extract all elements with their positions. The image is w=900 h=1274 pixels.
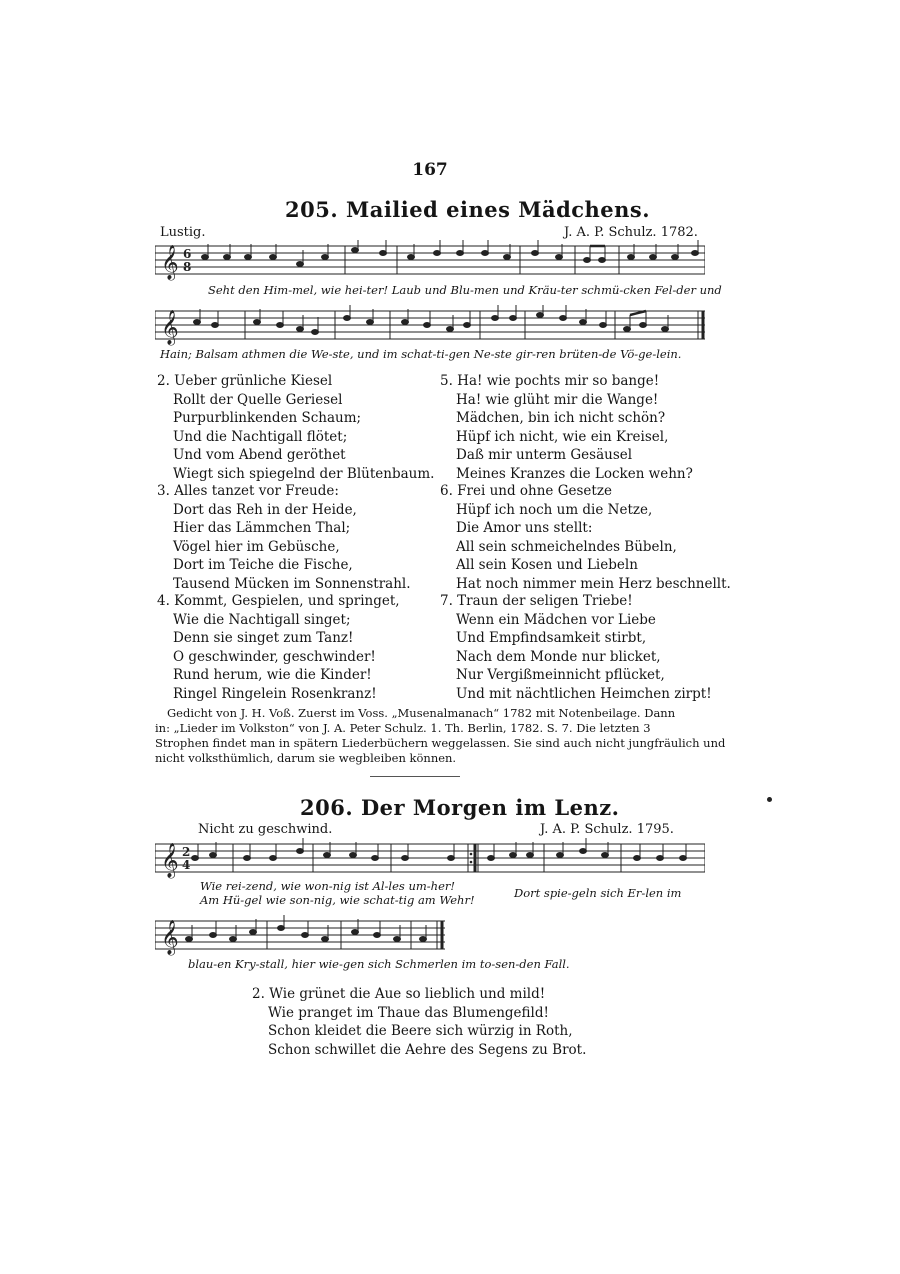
song-title: Der Morgen im Lenz.	[360, 795, 620, 820]
verse-line: Und die Nachtigall flötet;	[173, 428, 348, 445]
lyrics-line: Seht den Him-mel, wie hei-ter! Laub und Blu-men und Kräu-ter schmü-cken Fel-der und	[208, 283, 722, 297]
song-206-heading	[300, 795, 620, 820]
svg-text:𝄞: 𝄞	[161, 843, 179, 878]
verse-line: Meines Kranzes die Locken wehn?	[456, 465, 693, 482]
tempo-marking: Nicht zu geschwind.	[198, 822, 333, 837]
verse-line: 2. Wie grünet die Aue so lieblich und mild!	[252, 986, 546, 1002]
verse-line: Dort im Teiche die Fische,	[173, 557, 353, 573]
ink-spot	[767, 797, 772, 802]
svg-text:6: 6	[183, 247, 192, 261]
verse-line: Hier das Lämmchen Thal;	[173, 520, 351, 536]
stanza-3	[157, 482, 411, 593]
lyrics-verse-pair	[200, 879, 475, 907]
verse-line: Und mit nächtlichen Heimchen zirpt!	[456, 685, 712, 702]
note-line: Strophen findet man in spätern Liederbüchern weggelassen. Sie sind auch nicht jungfräulich und	[155, 736, 726, 750]
stanza-2	[157, 372, 434, 483]
verse-line: Denn sie singet zum Tanz!	[173, 630, 354, 646]
verse-line: All sein schmeichelndes Bübeln,	[456, 538, 677, 555]
verse-line: Wie pranget im Thaue das Blumengefild!	[268, 1004, 549, 1021]
verse-line: Wenn ein Mädchen vor Liebe	[456, 611, 656, 628]
verse-line: Daß mir unterm Gesäusel	[456, 447, 633, 463]
verse-line: Dort das Reh in der Heide,	[173, 501, 357, 518]
lyrics-line: Hain; Balsam athmen die We-ste, und im schat-ti-gen Ne-ste gir-ren brüten-de Vö-ge-lein.	[160, 347, 682, 361]
verse-line: 5. Ha! wie pochts mir so bange!	[440, 373, 660, 389]
verse-line: Wiegt sich spiegelnd der Blütenbaum.	[173, 465, 435, 482]
verse-line: Hüpf ich nicht, wie ein Kreisel,	[456, 428, 669, 445]
verse-line: Vögel hier im Gebüsche,	[173, 538, 340, 555]
verse-line: Und Empfindsamkeit stirbt,	[456, 630, 647, 646]
verse-line: Ringel Ringelein Rosenkranz!	[173, 685, 377, 702]
lyrics-line: Wie rei-zend, wie won-nig ist Al-les um-her!	[200, 879, 456, 893]
page-number: 167	[412, 160, 448, 180]
verse-line: 7. Traun der seligen Triebe!	[440, 593, 633, 609]
music-staff-4	[155, 915, 455, 957]
svg-text:𝄞: 𝄞	[161, 920, 179, 955]
svg-text:𝄞: 𝄞	[161, 245, 179, 280]
verse-line: Schon schwillet die Aehre des Segens zu Brot.	[268, 1041, 587, 1058]
verse-line: All sein Kosen und Liebeln	[456, 557, 638, 573]
song-number: 206.	[300, 795, 354, 820]
song-title: Mailied eines Mädchens.	[345, 197, 651, 222]
svg-text:8: 8	[183, 260, 192, 274]
verse-line: Rund herum, wie die Kinder!	[173, 667, 372, 683]
note-line: in: „Lieder im Volkston“ von J. A. Peter Schulz. 1. Th. Berlin, 1782. S. 7. Die letzten 3	[155, 721, 651, 735]
song-number: 205.	[285, 197, 339, 222]
stanza-6	[440, 482, 731, 593]
verse-line: 2. Ueber grünliche Kiesel	[157, 373, 333, 389]
verse-line: Rollt der Quelle Geriesel	[173, 391, 343, 408]
lyrics-line: Am Hü-gel wie son-nig, wie schat-tig am Wehr!	[200, 893, 475, 907]
verse-line: 3. Alles tanzet vor Freude:	[157, 483, 339, 499]
music-staff-3	[155, 838, 705, 880]
lyrics-line: Dort spie-geln sich Er-len im	[514, 886, 682, 900]
svg-text:𝄞: 𝄞	[161, 310, 179, 345]
verse-line: Hat noch nimmer mein Herz beschnellt.	[456, 575, 731, 592]
tempo-marking: Lustig.	[160, 225, 206, 240]
stanza-7	[440, 592, 712, 703]
verse-line: Nur Vergißmeinnicht pflücket,	[456, 667, 665, 683]
note-line: nicht volksthümlich, darum sie wegbleiben können.	[155, 751, 457, 765]
music-staff-1	[155, 240, 705, 282]
verse-line: Ha! wie glüht mir die Wange!	[456, 391, 659, 408]
stanza-4	[157, 592, 400, 703]
verse-line: Mädchen, bin ich nicht schön?	[456, 410, 666, 426]
svg-text:4: 4	[182, 858, 191, 872]
verse-line: Die Amor uns stellt:	[456, 520, 593, 536]
verse-line: Nach dem Monde nur blicket,	[456, 648, 661, 665]
music-staff-2	[155, 305, 705, 347]
verse-line: Wie die Nachtigall singet;	[173, 611, 351, 628]
stanza-5	[440, 372, 693, 483]
verse-line: Purpurblinkenden Schaum;	[173, 410, 362, 426]
section-divider	[370, 776, 460, 777]
composer-credit: J. A. P. Schulz. 1782.	[564, 225, 698, 240]
verse-line: Und vom Abend geröthet	[173, 447, 346, 463]
verse-line: 6. Frei und ohne Gesetze	[440, 483, 612, 499]
verse-line: 4. Kommt, Gespielen, und springet,	[157, 593, 400, 609]
verse-line: Schon kleidet die Beere sich würzig in Roth,	[268, 1023, 573, 1039]
song-205-heading	[285, 197, 650, 222]
composer-credit: J. A. P. Schulz. 1795.	[540, 822, 674, 837]
lyrics-line: blau-en Kry-stall, hier wie-gen sich Schmerlen im to-sen-den Fall.	[188, 957, 570, 971]
source-note	[155, 706, 726, 766]
stanza-2	[252, 985, 586, 1059]
note-line: Gedicht von J. H. Voß. Zuerst im Voss. „Musenalmanach“ 1782 mit Notenbeilage. Dann	[167, 706, 676, 720]
verse-line: Tausend Mücken im Sonnenstrahl.	[173, 575, 411, 592]
verse-line: O geschwinder, geschwinder!	[173, 648, 376, 665]
svg-text:2: 2	[182, 845, 191, 859]
verse-line: Hüpf ich noch um die Netze,	[456, 501, 653, 518]
